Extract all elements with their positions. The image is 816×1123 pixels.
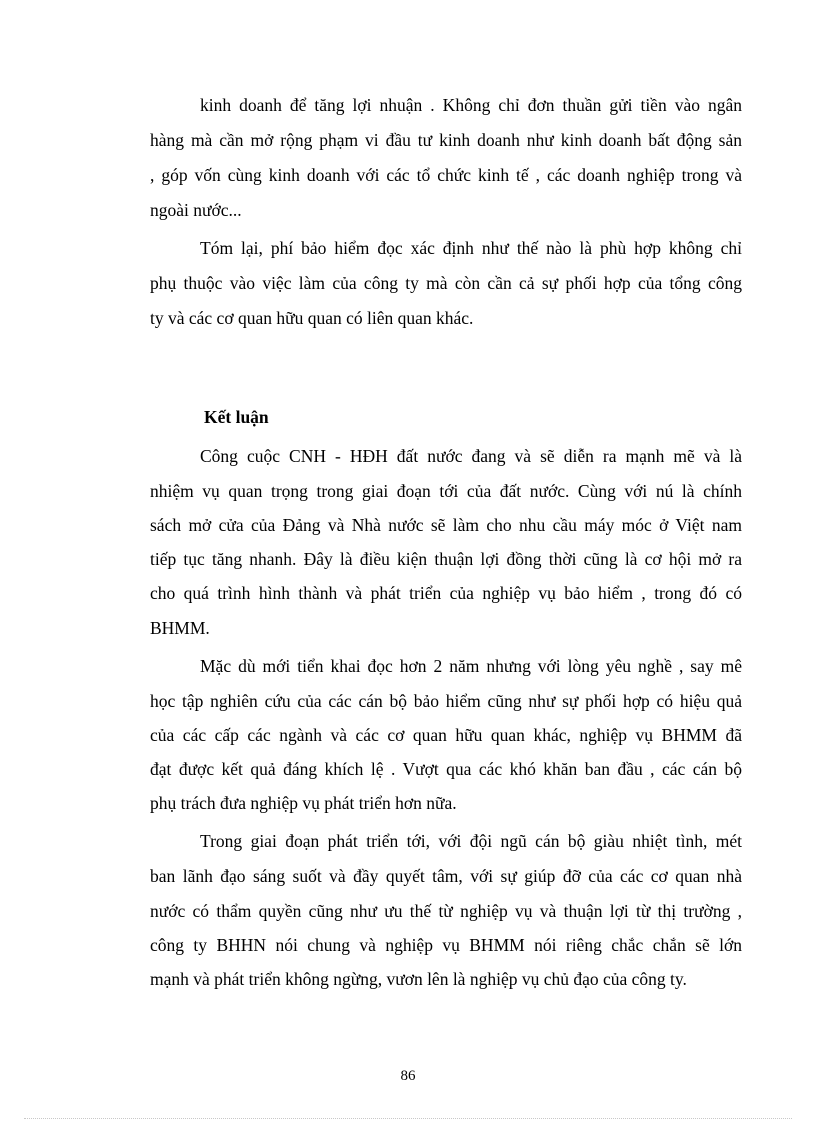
- paragraph-line: đạt được kết quả đáng khích lệ . Vượt qua các khó khăn ban đầu , các cán bộ: [150, 759, 742, 779]
- paragraph-line: nhiệm vụ quan trọng trong giai đoạn tới của đất nước. Cùng với nú là chính: [150, 481, 742, 501]
- paragraph-line: sách mở cửa của Đảng và Nhà nước sẽ làm cho nhu cầu máy móc ở Việt nam: [150, 515, 742, 535]
- paragraph-line: nước có thẩm quyền cũng như ưu thế từ nghiệp vụ và thuận lợi từ thị trường ,: [150, 901, 742, 921]
- paragraph-line: phụ trách đưa nghiệp vụ phát triển hơn nữa.: [150, 793, 457, 813]
- paragraph-line: tiếp tục tăng nhanh. Đây là điều kiện thuận lợi đồng thời cũng là cơ hội mở ra: [150, 549, 742, 569]
- paragraph-line: mạnh và phát triển không ngừng, vươn lên là nghiệp vụ chủ đạo của công ty.: [150, 969, 687, 989]
- paragraph-line: Trong giai đoạn phát triển tới, với đội ngũ cán bộ giàu nhiệt tình, mét: [200, 831, 742, 851]
- paragraph-line: học tập nghiên cứu của các cán bộ bảo hiểm cũng như sự phối hợp có hiệu quả: [150, 691, 742, 711]
- paragraph-line: BHMM.: [150, 618, 210, 638]
- paragraph-line: kinh doanh để tăng lợi nhuận . Không chỉ đơn thuần gửi tiền vào ngân: [200, 95, 742, 115]
- page-bottom-divider: [24, 1118, 792, 1119]
- paragraph-line: hàng mà cần mở rộng phạm vi đầu tư kinh doanh như kinh doanh bất động sản: [150, 130, 742, 150]
- page-number: 86: [400, 1068, 416, 1084]
- paragraph-line: , góp vốn cùng kinh doanh với các tổ chức kinh tế , các doanh nghiệp trong và: [150, 165, 742, 185]
- paragraph-line: Công cuộc CNH - HĐH đất nước đang và sẽ diễn ra mạnh mẽ và là: [200, 446, 742, 466]
- paragraph-line: cho quá trình hình thành và phát triển của nghiệp vụ bảo hiểm , trong đó có: [150, 583, 742, 603]
- paragraph-line: Mặc dù mới tiển khai đọc hơn 2 năm nhưng với lòng yêu nghề , say mê: [200, 656, 742, 676]
- paragraph-line: ban lãnh đạo sáng suốt và đầy quyết tâm, với sự giúp đỡ của các cơ quan nhà: [150, 866, 742, 886]
- paragraph-line: ty và các cơ quan hữu quan có liên quan khác.: [150, 308, 474, 328]
- paragraph-line: của các cấp các ngành và các cơ quan hữu quan khác, nghiệp vụ BHMM đã: [150, 725, 742, 745]
- paragraph-line: phụ thuộc vào việc làm của công ty mà còn cần cả sự phối hợp của tổng công: [150, 273, 742, 293]
- paragraph-line: công ty BHHN nói chung và nghiệp vụ BHMM nói riêng chắc chắn sẽ lớn: [150, 935, 742, 955]
- paragraph-line: Tóm lại, phí bảo hiểm đọc xác định như thế nào là phù hợp không chỉ: [200, 238, 742, 258]
- paragraph-line: ngoài nước...: [150, 200, 242, 220]
- section-heading: Kết luận: [204, 407, 269, 427]
